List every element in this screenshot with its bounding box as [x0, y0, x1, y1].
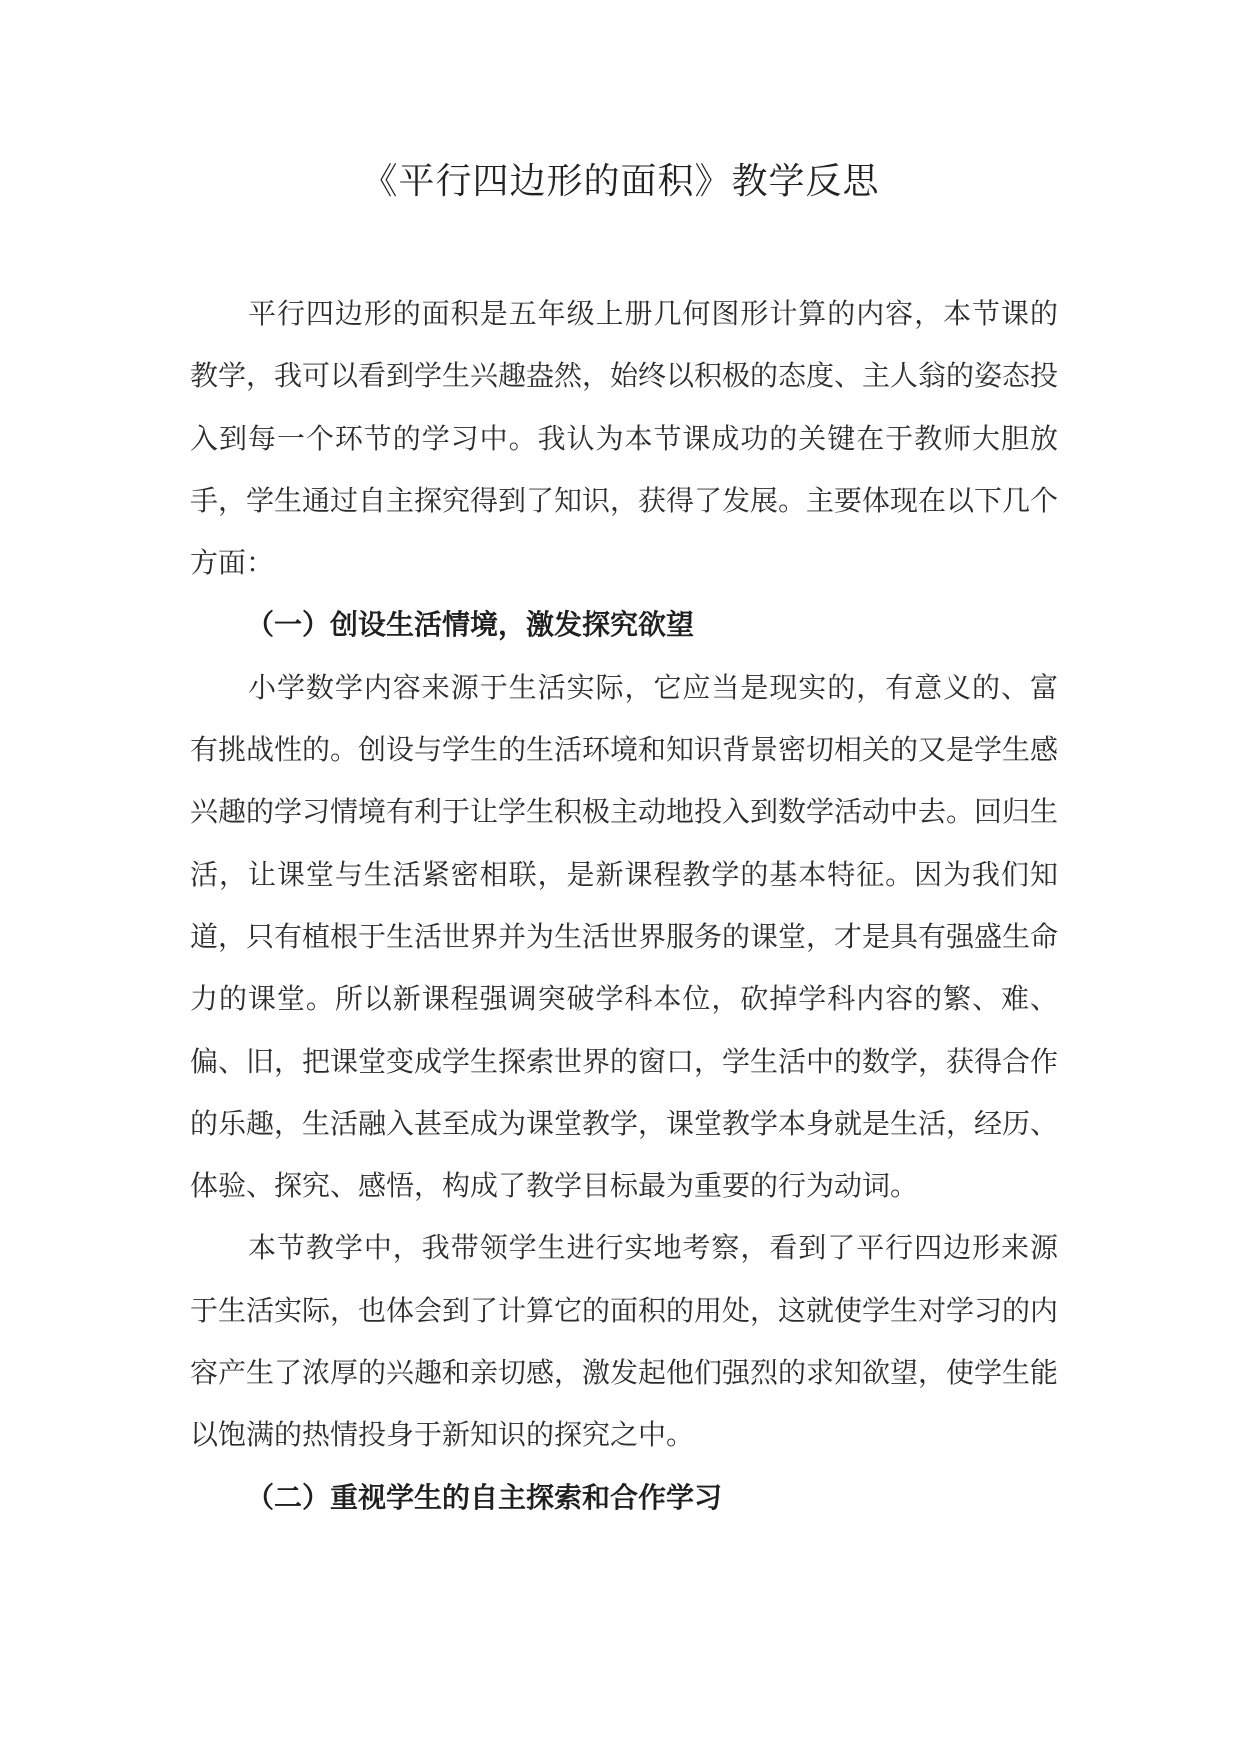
section-heading-1: （一）创设生活情境，激发探究欲望 [246, 608, 695, 642]
paragraph-section-1-a: 小学数学内容来源于生活实际，它应当是现实的，有意义的、富有挑战性的。创设与学生的生活环境和知识背景密切相关的又是学生感兴趣的学习情境有利于让学生积极主动地投入到数学活动中去。回归生活，让课堂与生活紧密相联，是新课程教学的基本特征。因为我们知道，只有植根于生活世界并为生活世界服务的课堂，才是具有强盛生命力的课堂。所以新课程强调突破学科本位，砍掉学科内容的繁、难、偏、旧，把课堂变成学生探索世界的窗口，学生活中的数学，获得合作的乐趣，生活融入甚至成为课堂教学，课堂教学本身就是生活，经历、体验、探究、感悟，构成了教学目标最为重要的行为动词。 [190, 670, 1059, 1203]
document-body [190, 283, 1058, 1529]
paragraph-section-1-b: 本节教学中，我带领学生进行实地考察，看到了平行四边形来源于生活实际，也体会到了计算它的面积的用处，这就使学生对学习的内容产生了浓厚的兴趣和亲切感，激发起他们强烈的求知欲望，使学生能以饱满的热情投身于新知识的探究之中。 [190, 1231, 1059, 1452]
document-title: 《平行四边形的面积》教学反思 [361, 161, 880, 202]
paragraph-intro: 平行四边形的面积是五年级上册几何图形计算的内容，本节课的教学，我可以看到学生兴趣盎然，始终以积极的态度、主人翁的姿态投入到每一个环节的学习中。我认为本节课成功的关键在于教师大胆放手，学生通过自主探究得到了知识，获得了发展。主要体现在以下几个方面： [190, 297, 1059, 580]
section-heading-2: （二）重视学生的自主探索和合作学习 [246, 1480, 723, 1514]
